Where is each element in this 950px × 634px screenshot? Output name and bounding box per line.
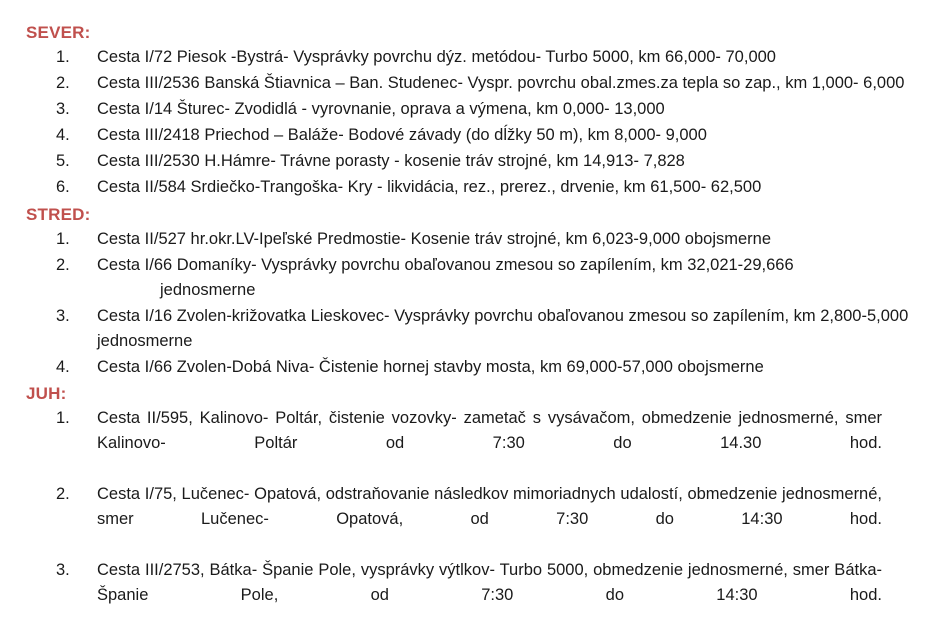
list-item-text: Cesta III/2536 Banská Štiavnica – Ban. Studenec- Vyspr. povrchu obal.zmes.za tepla so zap., km 1,000- 6,000 xyxy=(97,74,905,92)
list-item-text: Cesta III/2530 H.Hámre- Trávne porasty - kosenie tráv strojné, km 14,913- 7,828 xyxy=(97,152,685,170)
list-item-number: 2. xyxy=(56,485,70,503)
list-item-text: Cesta II/595, Kalinovo- Poltár, čistenie vozovky- zametač s vysávačom, obmedzenie jednosmerné, smer Kalinovo- Poltár od 7:30 do 14.30 hod. xyxy=(97,409,882,452)
list-item-number: 1. xyxy=(56,230,70,248)
list-item-number: 1. xyxy=(56,48,70,66)
list-item xyxy=(0,227,940,252)
item-list-stred xyxy=(0,227,940,380)
list-item-text: Cesta I/72 Piesok -Bystrá- Vysprávky povrchu dýz. metódou- Turbo 5000, km 66,000- 70,000 xyxy=(97,48,776,66)
list-item xyxy=(0,97,940,122)
list-item-number: 3. xyxy=(56,561,70,579)
list-item-text: Cesta I/66 Zvolen-Dobá Niva- Čistenie hornej stavby mosta, km 69,000-57,000 obojsmerne xyxy=(97,358,764,376)
list-item-text: Cesta I/14 Šturec- Zvodidlá - vyrovnanie, oprava a výmena, km 0,000- 13,000 xyxy=(97,100,665,118)
section-sever xyxy=(0,22,940,200)
item-list-sever xyxy=(0,45,940,200)
list-item xyxy=(0,149,940,174)
list-item-number: 5. xyxy=(56,152,70,170)
list-item-text: Cesta I/75, Lučenec- Opatová, odstraňovanie následkov mimoriadnych udalostí, obmedzenie jednosmerné, smer Lučenec- Opatová, od 7:30 do 14:30 hod. xyxy=(97,485,882,528)
list-item-number: 3. xyxy=(56,100,70,118)
list-item-number: 3. xyxy=(56,307,70,325)
list-item-number: 2. xyxy=(56,74,70,92)
list-item-number: 6. xyxy=(56,178,70,196)
item-list-juh xyxy=(0,406,940,633)
list-item xyxy=(0,558,940,633)
list-item xyxy=(0,406,940,481)
list-item xyxy=(0,71,940,96)
list-item xyxy=(0,45,940,70)
list-item-number: 4. xyxy=(56,358,70,376)
list-item-text: Cesta II/527 hr.okr.LV-Ipeľské Predmostie- Kosenie tráv strojné, km 6,023-9,000 obojsmerne xyxy=(97,230,772,248)
list-item xyxy=(0,482,940,557)
list-item-text: Cesta I/16 Zvolen-križovatka Lieskovec- Vysprávky povrchu obaľovanou zmesou so zapílením, km 2,800-5,000 jednosmerne xyxy=(97,307,909,350)
list-item-continuation: jednosmerne xyxy=(160,281,256,299)
list-item xyxy=(0,355,940,380)
section-heading-sever: SEVER: xyxy=(26,23,91,42)
list-item xyxy=(0,123,940,148)
list-item-number: 2. xyxy=(56,256,70,274)
section-juh xyxy=(0,383,940,633)
section-heading-stred: STRED: xyxy=(26,205,91,224)
list-item-number: 1. xyxy=(56,409,70,427)
list-item-text: Cesta III/2753, Bátka- Španie Pole, vysprávky výtlkov- Turbo 5000, obmedzenie jednosmerné, smer Bátka- Španie Pole, od 7:30 do 14:30 hod. xyxy=(97,561,882,604)
list-item xyxy=(0,175,940,200)
list-item xyxy=(0,304,940,354)
list-item-text: Cesta II/584 Srdiečko-Trangoška- Kry - likvidácia, rez., prerez., drvenie, km 61,500- 62,500 xyxy=(97,178,762,196)
section-stred xyxy=(0,204,940,380)
list-item-number: 4. xyxy=(56,126,70,144)
list-item-text: Cesta I/66 Domaníky- Vysprávky povrchu obaľovanou zmesou so zapílením, km 32,021-29,666 xyxy=(97,256,794,274)
section-heading-juh: JUH: xyxy=(26,384,67,403)
list-item-text: Cesta III/2418 Priechod – Baláže- Bodové závady (do dĺžky 50 m), km 8,000- 9,000 xyxy=(97,126,707,144)
list-item xyxy=(0,253,940,303)
